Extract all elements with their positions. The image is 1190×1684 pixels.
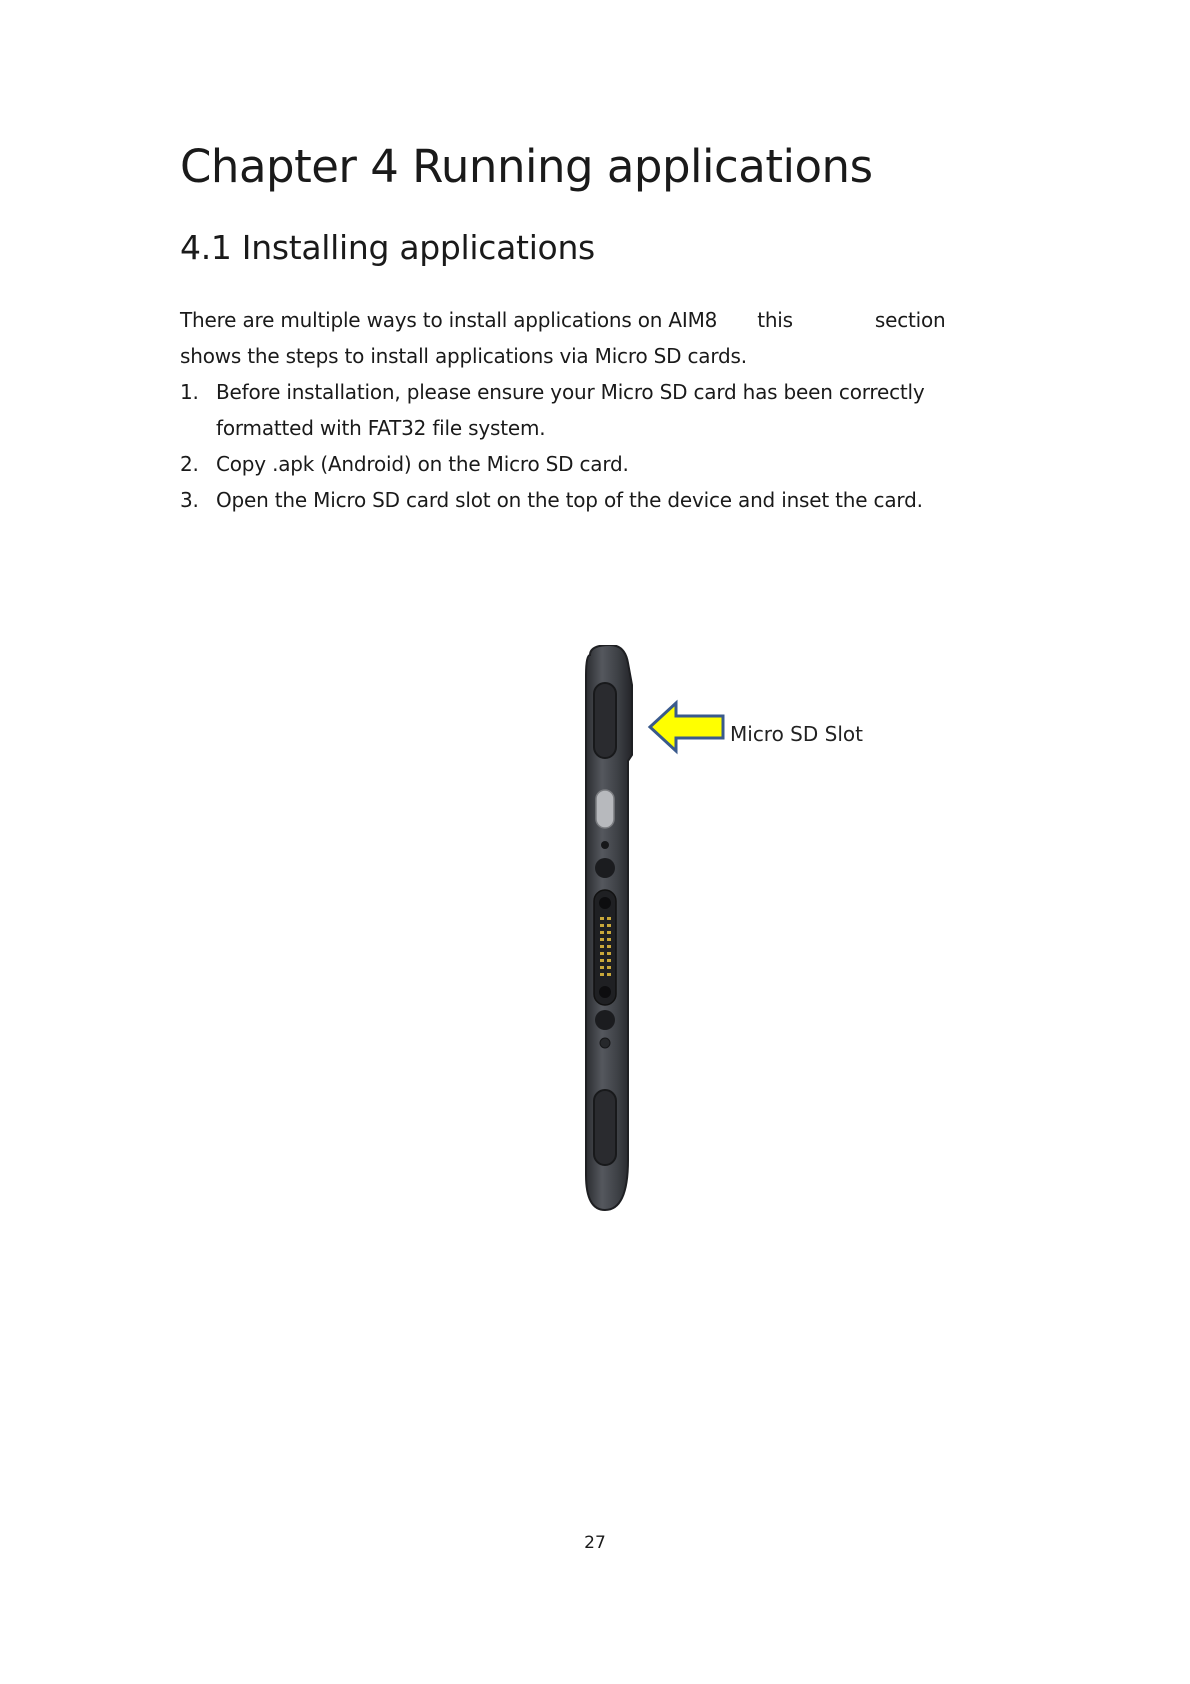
intro-line1-part2: this xyxy=(757,308,793,332)
step-number: 2. xyxy=(180,452,199,476)
indicator-hole-2 xyxy=(600,1038,610,1048)
intro-line1-part3: section xyxy=(874,308,946,332)
step-number: 1. xyxy=(180,380,199,404)
micro-sd-slot-label: Micro SD Slot xyxy=(730,722,863,746)
list-item-step-2 xyxy=(180,452,629,476)
step-text: Before installation, please ensure your Micro SD card has been correctly xyxy=(216,380,925,404)
connector-bottom-hole xyxy=(599,986,611,998)
round-port-2 xyxy=(595,1010,615,1030)
step-text: Copy .apk (Android) on the Micro SD card. xyxy=(216,452,629,476)
list-item-step-1-continuation: formatted with FAT32 file system. xyxy=(216,416,546,440)
arrow-icon xyxy=(650,703,723,751)
power-button xyxy=(596,790,614,828)
intro-paragraph-line-1 xyxy=(180,308,946,332)
intro-paragraph-line-2: shows the steps to install applications via Micro SD cards. xyxy=(180,344,747,368)
indicator-hole xyxy=(601,841,609,849)
round-port-1 xyxy=(595,858,615,878)
section-title: 4.1 Installing applications xyxy=(180,228,595,267)
step-number: 3. xyxy=(180,488,199,512)
micro-sd-slot-cover xyxy=(594,683,616,758)
page-number: 27 xyxy=(584,1533,606,1553)
list-item-step-1 xyxy=(180,380,925,404)
list-item-step-3 xyxy=(180,488,923,512)
connector-top-hole xyxy=(599,897,611,909)
bottom-side-button xyxy=(594,1090,616,1165)
intro-line1-part1: There are multiple ways to install applications on AIM8 xyxy=(180,308,718,332)
chapter-title: Chapter 4 Running applications xyxy=(180,140,873,193)
step-text: Open the Micro SD card slot on the top of the device and inset the card. xyxy=(216,488,923,512)
